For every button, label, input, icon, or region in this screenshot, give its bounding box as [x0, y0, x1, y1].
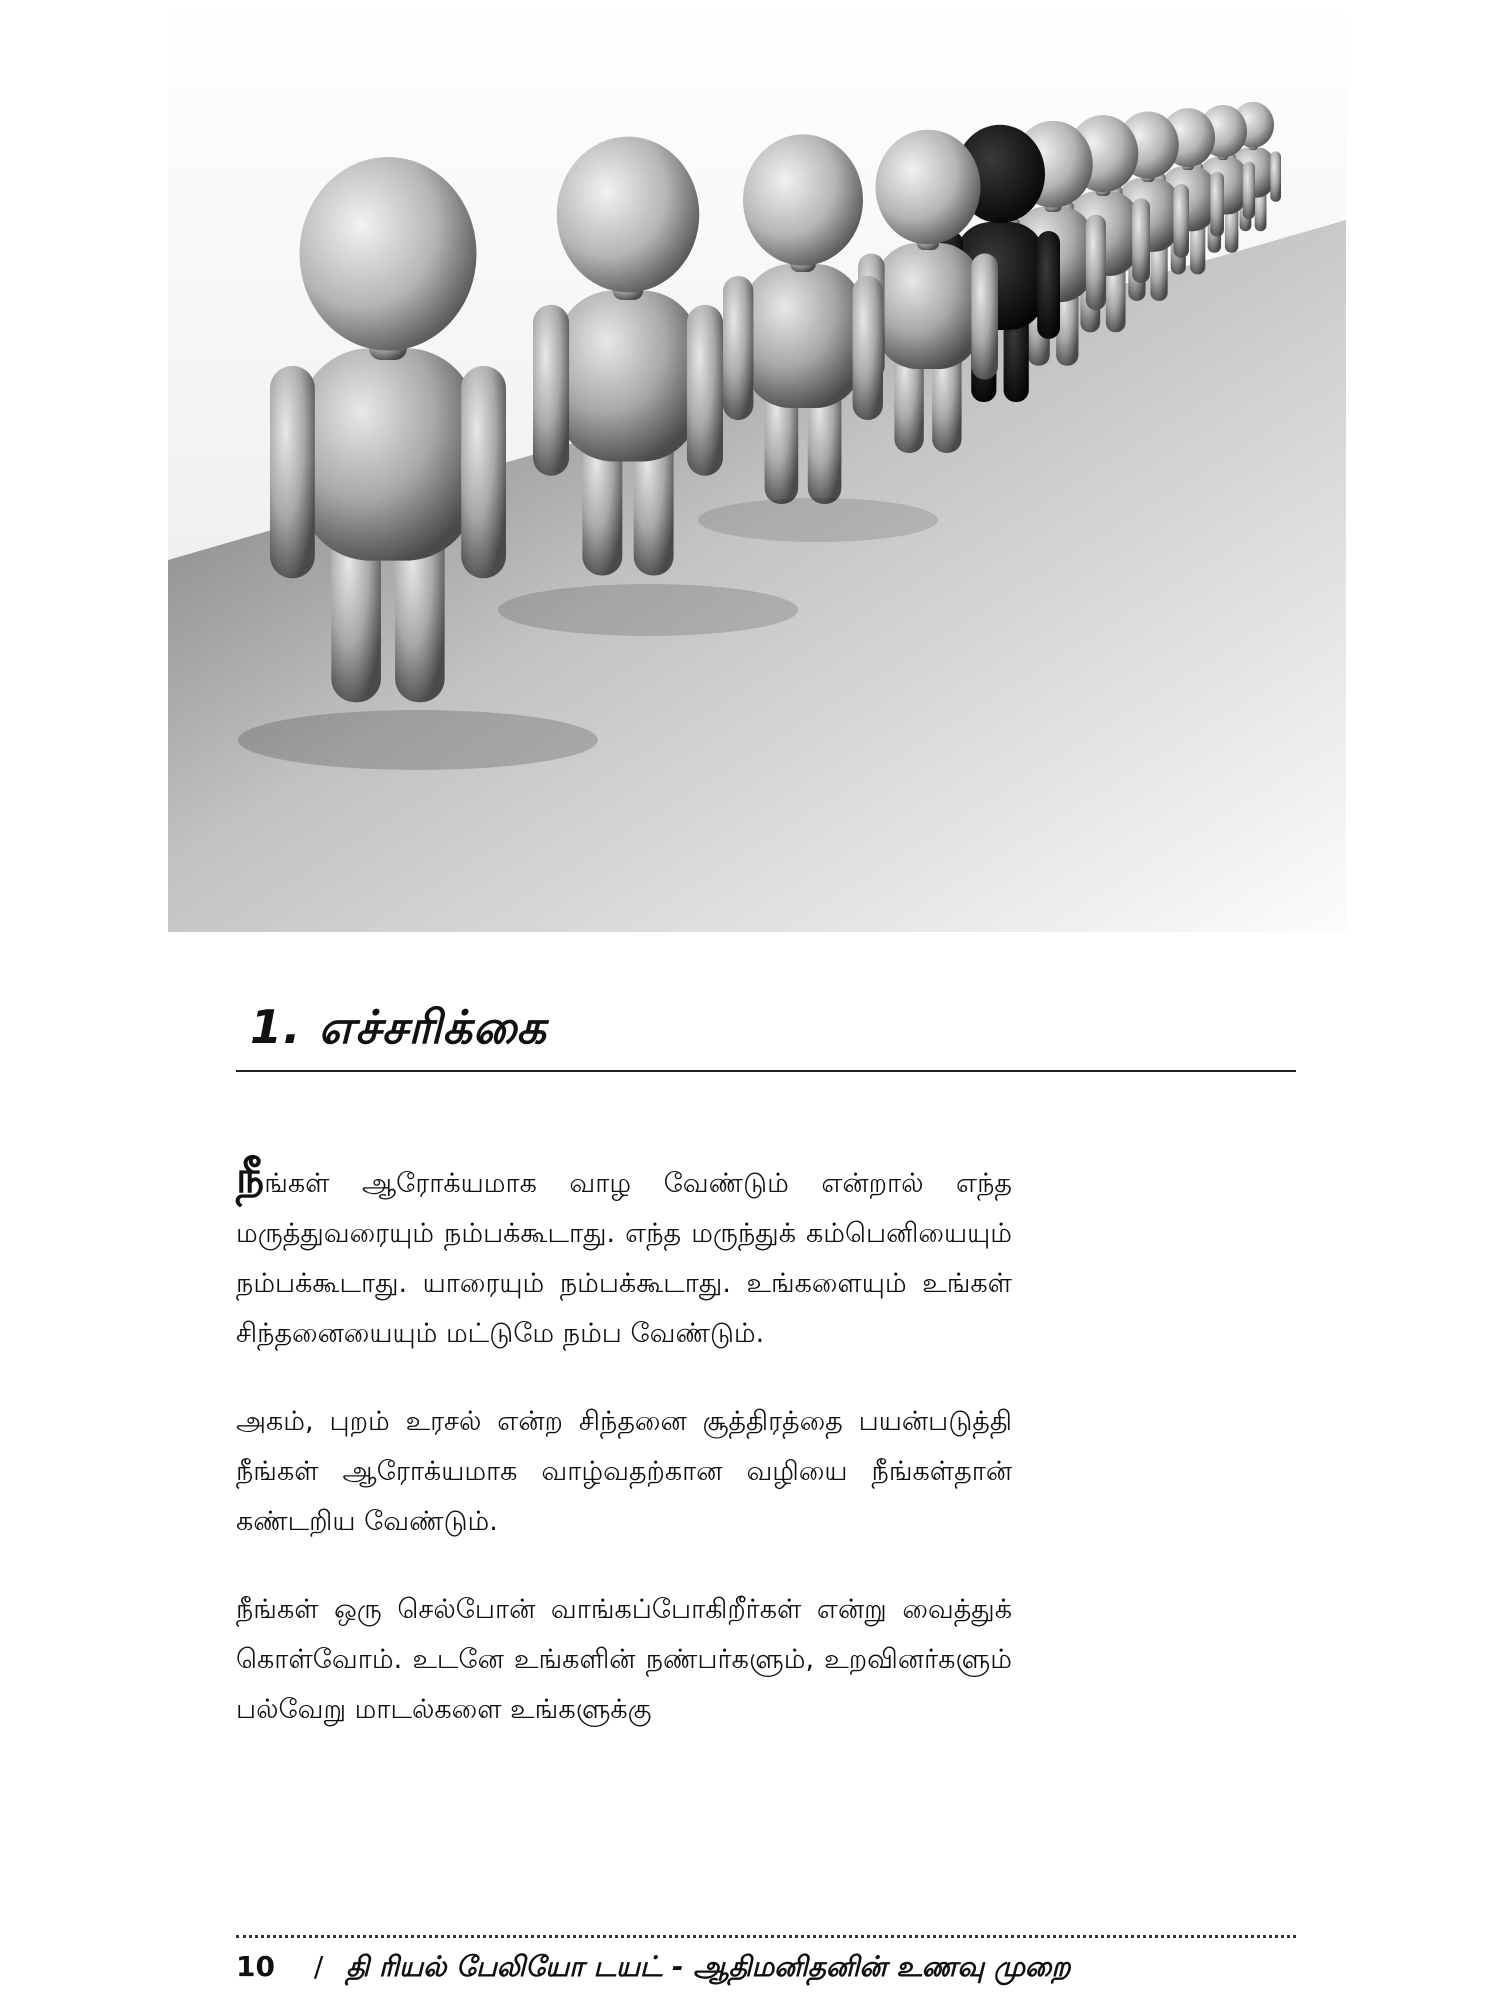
chapter-title: 1. எச்சரிக்கை: [250, 1000, 547, 1054]
paragraph-1-text: ங்கள் ஆரோக்யமாக வாழ வேண்டும் என்றால் எந்த மருத்துவரையும் நம்பக்கூடாது. எந்த மருந்துக் கம்பெனியையும் நம்பக்கூடாது. யாரையும் நம்பக்கூடாது. உங்களையும் உங்கள் சிந்தனையையும் மட்டுமே நம்ப வேண்டும்.: [236, 1168, 1012, 1349]
paragraph-2: அகம், புறம் உரசல் என்ற சிந்தனை சூத்திரத்தை பயன்படுத்தி நீங்கள் ஆரோக்யமாக வாழ்வதற்கான வழியை நீங்கள்தான் கண்டறிய வேண்டும்.: [236, 1406, 1012, 1537]
paragraph-1: [236, 1152, 1012, 1359]
title-divider: [236, 1070, 1296, 1072]
footer-divider: [236, 1935, 1296, 1938]
paragraph-3: நீங்கள் ஒரு செல்போன் வாங்கப்போகிறீர்கள் என்று வைத்துக் கொள்வோம். உடனே உங்களின் நண்பர்களும், உறவினர்களும் பல்வேறு மாடல்களை உங்களுக்கு: [236, 1594, 1012, 1725]
page-footer: [236, 1950, 1071, 1987]
dropcap: நீ: [236, 1152, 265, 1203]
footer-separator: /: [313, 1950, 324, 1983]
running-title: தி ரியல் பேலியோ டயட் - ஆதிமனிதனின் உணவு முறை: [346, 1950, 1071, 1983]
row-of-figures-illustration: [168, 0, 1346, 932]
chapter-body: [236, 1152, 1012, 1773]
page-number: 10: [236, 1950, 275, 1983]
